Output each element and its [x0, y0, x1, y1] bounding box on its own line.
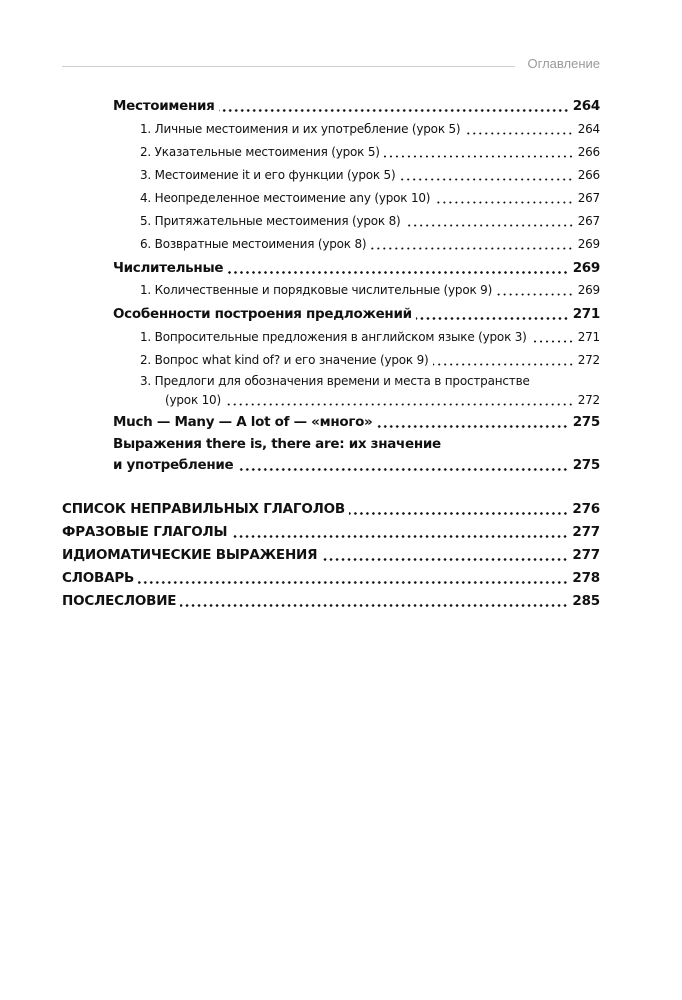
dot-leader [376, 425, 568, 428]
dot-leader [370, 247, 573, 250]
toc-entry[interactable] [62, 593, 600, 609]
toc-entry[interactable] [140, 214, 600, 228]
toc-entry-page: 269 [572, 260, 600, 276]
toc-entry[interactable] [62, 501, 600, 517]
toc-entry[interactable] [140, 237, 600, 251]
toc-entry-title: Much — Many — A lot of — «много» [113, 414, 373, 430]
toc-entry-title: 1. Личные местоимения и их употребление (урок 5) [140, 122, 461, 136]
dot-leader [231, 535, 568, 538]
toc-entry-page: 277 [572, 524, 600, 540]
toc-entry-page: 275 [572, 457, 600, 473]
dot-leader [237, 468, 568, 471]
toc-entry[interactable] [140, 168, 600, 182]
toc-entry-title: (урок 10) [165, 393, 221, 407]
toc-entry[interactable] [140, 191, 600, 205]
toc-entry-page: 264 [572, 98, 600, 114]
dot-leader [138, 581, 568, 584]
dot-leader [399, 178, 573, 181]
toc-entry-page: 277 [572, 547, 600, 563]
toc-entry[interactable] [113, 306, 600, 322]
toc-entry-title: 4. Неопределенное местоимение any (урок 10) [140, 191, 431, 205]
toc-entry-page: 278 [572, 570, 600, 586]
dot-leader [433, 363, 574, 366]
toc-entry-page: 264 [577, 122, 600, 136]
toc-entry-title: ИДИОМАТИЧЕСКИЕ ВЫРАЖЕНИЯ [62, 547, 318, 563]
toc-entry-page: 271 [577, 330, 600, 344]
toc-entry-title: 2. Указательные местоимения (урок 5) [140, 145, 380, 159]
toc-entry[interactable] [62, 524, 600, 540]
toc-entry[interactable] [140, 353, 600, 367]
toc-entry[interactable] [113, 414, 600, 430]
toc-entry-title-line: 3. Предлоги для обозначения времени и места в пространстве [140, 374, 530, 388]
toc-entry[interactable] [113, 260, 600, 276]
dot-leader [531, 340, 574, 343]
toc-entry[interactable] [140, 122, 600, 136]
toc-entry[interactable] [165, 393, 600, 407]
toc-entry[interactable] [113, 98, 600, 114]
toc-entry-title: Особенности построения предложений [113, 306, 412, 322]
toc-entry[interactable] [62, 547, 600, 563]
dot-leader [225, 403, 574, 406]
toc-entry-page: 275 [572, 414, 600, 430]
toc-entry-title: СПИСОК НЕПРАВИЛЬНЫХ ГЛАГОЛОВ [62, 501, 345, 517]
toc-entry-page: 267 [577, 214, 600, 228]
toc-entry-page: 267 [577, 191, 600, 205]
toc-entry[interactable] [140, 145, 600, 159]
toc-entry-title: 1. Количественные и порядковые числительные (урок 9) [140, 283, 493, 297]
toc-entry-page: 271 [572, 306, 600, 322]
dot-leader [349, 512, 568, 515]
toc-entry-title: Числительные [113, 260, 224, 276]
dot-leader [416, 317, 569, 320]
toc-entry-title: 2. Вопрос what kind of? и его значение (урок 9) [140, 353, 429, 367]
toc-entry-page: 272 [577, 393, 600, 407]
toc-entry-title: ФРАЗОВЫЕ ГЛАГОЛЫ [62, 524, 228, 540]
header-rule [62, 66, 515, 67]
toc-entry-page: 266 [577, 145, 600, 159]
dot-leader [219, 109, 569, 112]
toc-entry-page: 269 [577, 237, 600, 251]
dot-leader [180, 604, 568, 607]
dot-leader [434, 201, 573, 204]
toc-entry-page: 269 [577, 283, 600, 297]
toc-entry-page: 266 [577, 168, 600, 182]
dot-leader [227, 271, 569, 274]
dot-leader [321, 558, 568, 561]
toc-entry[interactable] [62, 570, 600, 586]
toc-entry[interactable] [113, 457, 600, 473]
toc-entry-title: СЛОВАРЬ [62, 570, 135, 586]
dot-leader [405, 224, 574, 227]
dot-leader [384, 155, 574, 158]
toc-entry-title: ПОСЛЕСЛОВИЕ [62, 593, 177, 609]
toc-entry-title: 3. Местоимение it и его функции (урок 5) [140, 168, 396, 182]
toc-entry[interactable] [140, 330, 600, 344]
toc-entry-page: 276 [572, 501, 600, 517]
toc-entry[interactable] [140, 283, 600, 297]
dot-leader [464, 132, 573, 135]
toc-entry-title-line: Выражения there is, there are: их значение [113, 436, 441, 452]
toc-entry-page: 272 [577, 353, 600, 367]
toc-entry-title: Местоимения [113, 98, 215, 114]
running-header: Оглавление [527, 56, 600, 71]
toc-entry-page: 285 [572, 593, 600, 609]
toc-entry-title: 5. Притяжательные местоимения (урок 8) [140, 214, 401, 228]
toc-entry-title: и употребление [113, 457, 234, 473]
toc-entry-title: 6. Возвратные местоимения (урок 8) [140, 237, 367, 251]
dot-leader [496, 293, 574, 296]
toc-entry-title: 1. Вопросительные предложения в английском языке (урок 3) [140, 330, 527, 344]
